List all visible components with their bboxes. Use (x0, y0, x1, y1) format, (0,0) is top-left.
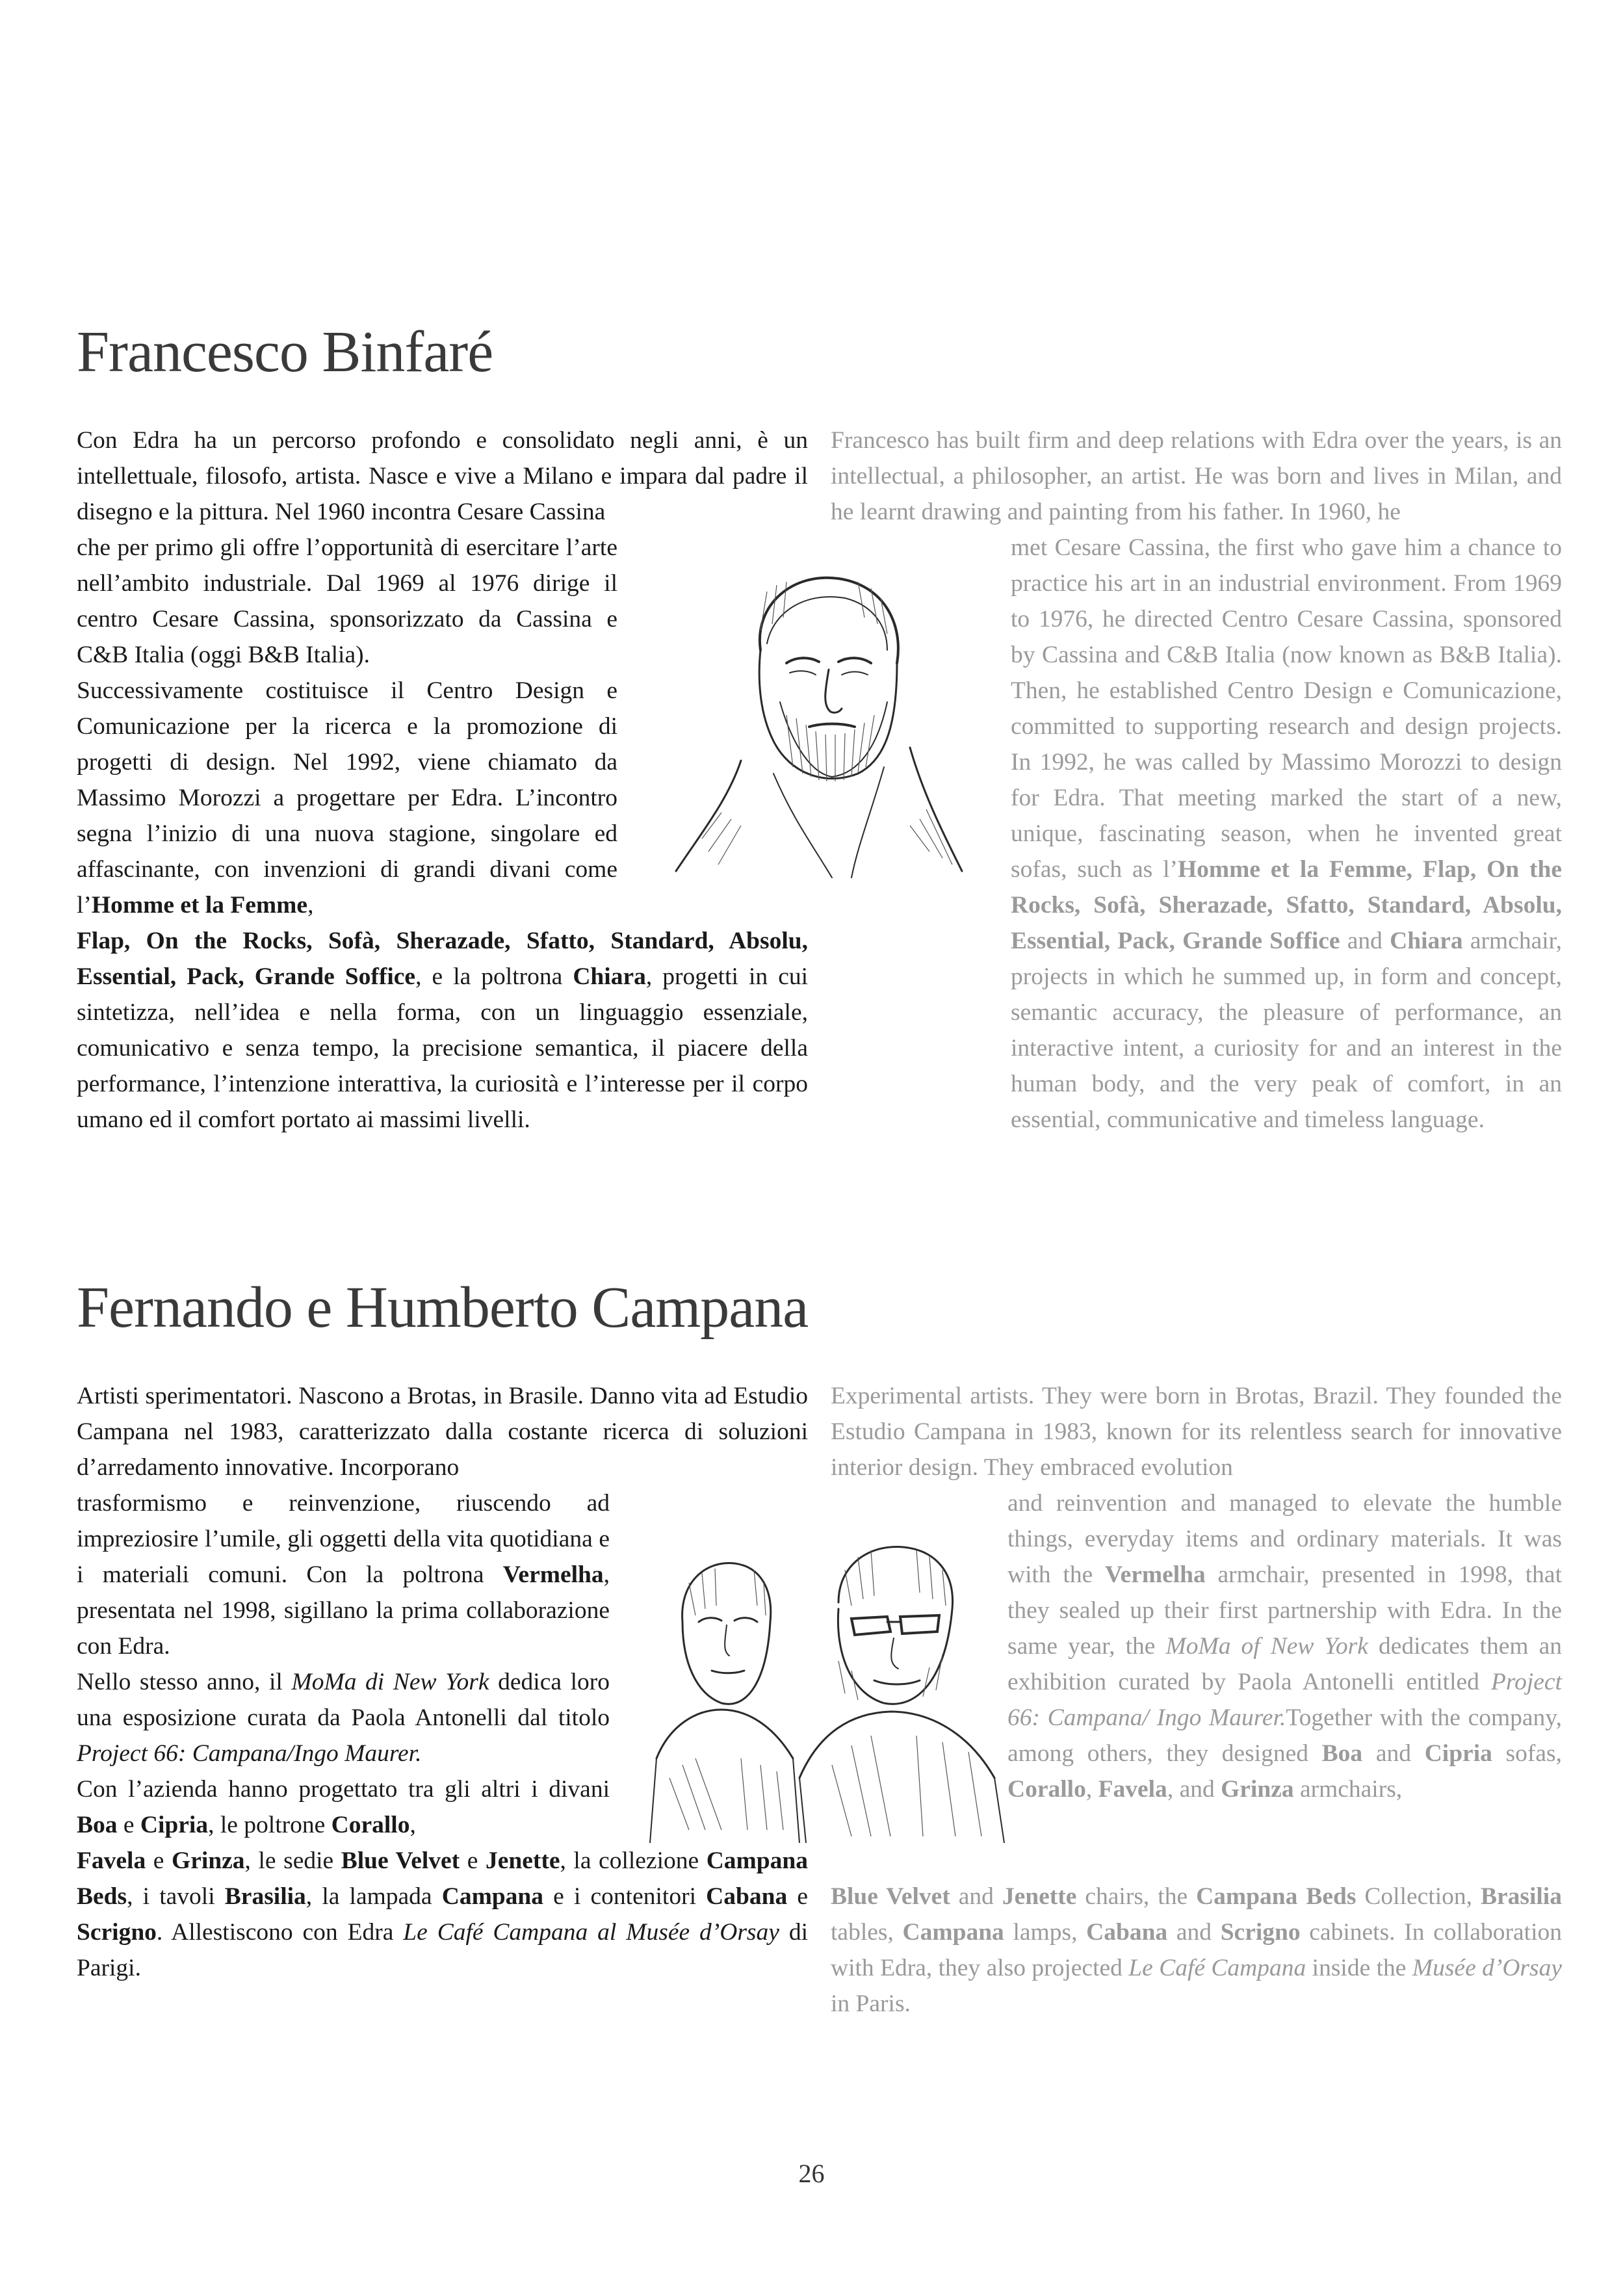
text: armchairs, (1293, 1776, 1403, 1803)
italic-title: MoMa di New York (291, 1669, 489, 1695)
text: dedica loro una esposizione curata da Paola Antonelli dal titolo (77, 1669, 610, 1731)
text: e (146, 1847, 172, 1874)
bio-en-campana-top (831, 1378, 1562, 1485)
product-name: Cipria (1424, 1740, 1492, 1767)
italic-title: Project 66: Campana/ Ingo Maurer. (1007, 1669, 1562, 1731)
product-name: Blue Velvet (831, 1883, 950, 1910)
text: , la lampada (305, 1883, 442, 1910)
text: and (1362, 1740, 1425, 1767)
text: Nello stesso anno, il (77, 1669, 292, 1695)
page-number: 26 (798, 2159, 825, 2188)
bio-it-campana-bottom (77, 1843, 808, 1986)
product-name: Cabana (1086, 1919, 1168, 1946)
italic-title: MoMa of New York (1165, 1633, 1368, 1660)
text: and (950, 1883, 1002, 1910)
italic-title: Le Café Campana al Musée d’Orsay (403, 1919, 779, 1946)
text: sofas, (1492, 1740, 1562, 1767)
italic-title: Musée d’Orsay (1412, 1955, 1563, 1981)
text: , le poltrone (208, 1812, 331, 1838)
product-name: Campana Beds (77, 1847, 808, 1910)
paragraph: che per primo gli offre l’opportunità di esercitare l’arte nell’ambito industriale. Dal 1969 al 1976 dirige il centro Cesare Cassina, sponsorizzato da Cassina e C&B Italia (oggi B&B Italia). (77, 534, 617, 668)
product-name: Chiara (573, 963, 646, 990)
paragraph (77, 673, 617, 923)
product-names: Homme et la Femme, Flap, On the Rocks, Sofà, Sherazade, Sfatto, Standard, Absolu, Essential, Pack, Grande Soffice (1011, 856, 1562, 954)
product-name: Brasilia (1480, 1883, 1562, 1910)
bio-en-campana-narrow (1007, 1485, 1562, 1807)
text: e i contenitori (543, 1883, 707, 1910)
paragraph: and reinvention and managed to elevate the humble things, everyday items and ordinary materials. It was with the Vermelha armchair, presented in 1998, that they sealed up their first partnership with Edra. In the same year, the MoMa of New York dedicates them an exhibition curated by Paola Antonelli entitled Project 66: Campana/ Ingo Maurer.Together with the company, among others, they designed Boa and Cipria sofas, Corallo, Favela, and Grinza armchairs, (1007, 1490, 1563, 1803)
text: di Parigi. (77, 1919, 808, 1981)
text: in Paris. (831, 1990, 911, 2017)
text: dedicates them an exhibition curated by Paola Antonelli entitled (1007, 1633, 1563, 1695)
product-name: Vermelha (502, 1561, 604, 1588)
product-name: Boa (1321, 1740, 1363, 1767)
text: Successivamente costituisce il Centro Design e Comunicazione per la ricerca e la promozione di progetti di design. Nel 1992, viene chiamato da Massimo Morozzi a progettare per Edra. L’incontro segna l’inizio di una nuova stagione, singolare ed affascinante, con invenzioni di grandi divani come l’ (77, 677, 617, 919)
text: , le sedie (244, 1847, 341, 1874)
product-name: Chiara (1390, 928, 1463, 954)
bio-it-binfare-narrow (77, 530, 617, 923)
section-heading-campana: Fernando e Humberto Campana (77, 1275, 809, 1340)
product-name: Favela (1098, 1776, 1167, 1803)
product-name: Vermelha (1104, 1561, 1206, 1588)
bio-en-binfare-narrow (1011, 530, 1562, 1138)
product-name: Favela (77, 1847, 146, 1874)
product-name: Corallo (1007, 1776, 1086, 1803)
paragraph: Experimental artists. They were born in Brotas, Brazil. They founded the Estudio Campana in 1983, known for its relentless search for innovative interior design. They embraced evolution (831, 1383, 1562, 1481)
product-name: Corallo (331, 1812, 410, 1838)
paragraph: Con Edra ha un percorso profondo e consolidato negli anni, è un intellettuale, filosofo, artista. Nasce e vive a Milano e impara dal padre il disegno e la pittura. Nel 1960 incontra Cesare Cassina (77, 427, 808, 525)
bio-en-binfare-top (831, 423, 1562, 530)
text: e (460, 1847, 486, 1874)
text: met Cesare Cassina, the first who gave him a chance to practice his art in an industrial environment. From 1969 to 1976, he directed Centro Cesare Cassina, sponsored by Cassina and C&B Italia (now known as B&B Italia). Then, he established Centro Design e Comunicazione, committed to supporting research and design projects. In 1992, he was called by Massimo Morozzi to design for Edra. That meeting marked the start of a new, unique, fascinating season, when he invented great sofas, such as l’ (1011, 534, 1562, 883)
text: e (117, 1812, 140, 1838)
text: inside the (1306, 1955, 1412, 1981)
paragraph: Artisti sperimentatori. Nascono a Brotas, in Brasile. Danno vita ad Estudio Campana nel 1983, caratterizzato dalla costante ricerca di soluzioni d’arredamento innovative. Incorporano (77, 1383, 808, 1481)
text: trasformismo e reinvenzione, riuscendo ad impreziosire l’umile, gli oggetti della vita quotidiana e i materiali comuni. Con la poltrona (77, 1490, 610, 1588)
text: lamps, (1004, 1919, 1087, 1946)
text: , and (1167, 1776, 1221, 1803)
product-name: Jenette (1002, 1883, 1077, 1910)
text: Together with the company, among others, they designed (1007, 1704, 1562, 1767)
product-name: Blue Velvet (341, 1847, 460, 1874)
text: chairs, the (1076, 1883, 1197, 1910)
italic-title: Le Café Campana (1128, 1955, 1306, 1981)
text: and reinvention and managed to elevate the humble things, everyday items and ordinary materials. It was with the (1007, 1490, 1562, 1588)
paragraph (77, 1664, 610, 1771)
bio-it-binfare-top (77, 423, 808, 530)
portrait-binfare-icon (663, 553, 968, 884)
text: , e la poltrona (415, 963, 573, 990)
text: e (787, 1883, 809, 1910)
paragraph (77, 1843, 808, 1986)
product-name: Grinza (1221, 1776, 1294, 1803)
product-name: Scrigno (77, 1919, 157, 1946)
text: , i tavoli (127, 1883, 225, 1910)
product-name: Boa (77, 1812, 118, 1838)
text: cabinets. In collaboration with Edra, they also projected (831, 1919, 1562, 1981)
text: armchair, presented in 1998, that they sealed up their first partnership with Edra. In the same year, the (1007, 1561, 1562, 1660)
product-name: Brasilia (224, 1883, 306, 1910)
italic-title: Project 66: Campana/Ingo Maurer. (77, 1740, 422, 1767)
text: and (1340, 928, 1390, 954)
bio-it-campana-narrow (77, 1485, 610, 1843)
product-name: Jenette (485, 1847, 560, 1874)
text: Con l’azienda hanno progettato tra gli altri i divani (77, 1776, 610, 1803)
product-name: Homme et la Femme (91, 892, 308, 919)
product-name: Grinza (172, 1847, 245, 1874)
text: armchair, projects in which he summed up, in form and concept, semantic accuracy, the pleasure of performance, an interactive intent, a curiosity for and an interest in the human body, and the very peak of comfort, in an essential, communicative and timeless language. (1011, 928, 1562, 1133)
paragraph (1011, 530, 1562, 1138)
text: . Allestiscono con Edra (156, 1919, 404, 1946)
product-name: Campana (902, 1919, 1004, 1946)
paragraph: Francesco has built firm and deep relations with Edra over the years, is an intellectual, a philosopher, an artist. He was born and lives in Milan, and he learnt drawing and painting from his father. In 1960, he (831, 427, 1562, 525)
paragraph (77, 923, 808, 1138)
paragraph (831, 1879, 1562, 2022)
paragraph (77, 1485, 610, 1664)
bio-it-binfare-bottom (77, 923, 808, 1138)
text: Collection, (1356, 1883, 1481, 1910)
text: , presentata nel 1998, sigillano la prima collaborazione con Edra. (77, 1561, 610, 1660)
text: and (1167, 1919, 1221, 1946)
product-name: Cipria (140, 1812, 209, 1838)
text: , (307, 892, 314, 919)
text: , la collezione (560, 1847, 707, 1874)
product-name: Cabana (706, 1883, 788, 1910)
section-heading-binfare: Francesco Binfaré (77, 320, 493, 384)
text: , progetti in cui sintetizza, nell’idea e nella forma, con un linguaggio essenziale, comunicativo e senza tempo, la precisione semantica, il piacere della performance, l’intenzione interattiva, la curiosità e l’interesse per il corpo umano ed il comfort portato ai massimi livelli. (77, 963, 809, 1133)
text: , (409, 1812, 416, 1838)
product-name: Campana Beds (1196, 1883, 1357, 1910)
text: tables, (831, 1919, 903, 1946)
paragraph (77, 1771, 610, 1843)
bio-it-campana-top (77, 1378, 808, 1485)
product-names: Flap, On the Rocks, Sofà, Sherazade, Sfatto, Standard, Absolu, Essential, Pack, Grande Soffice (77, 928, 808, 990)
product-name: Scrigno (1220, 1919, 1301, 1946)
product-name: Campana (441, 1883, 544, 1910)
portrait-campana-icon (643, 1544, 1007, 1843)
bio-en-campana-bottom (831, 1879, 1562, 2022)
